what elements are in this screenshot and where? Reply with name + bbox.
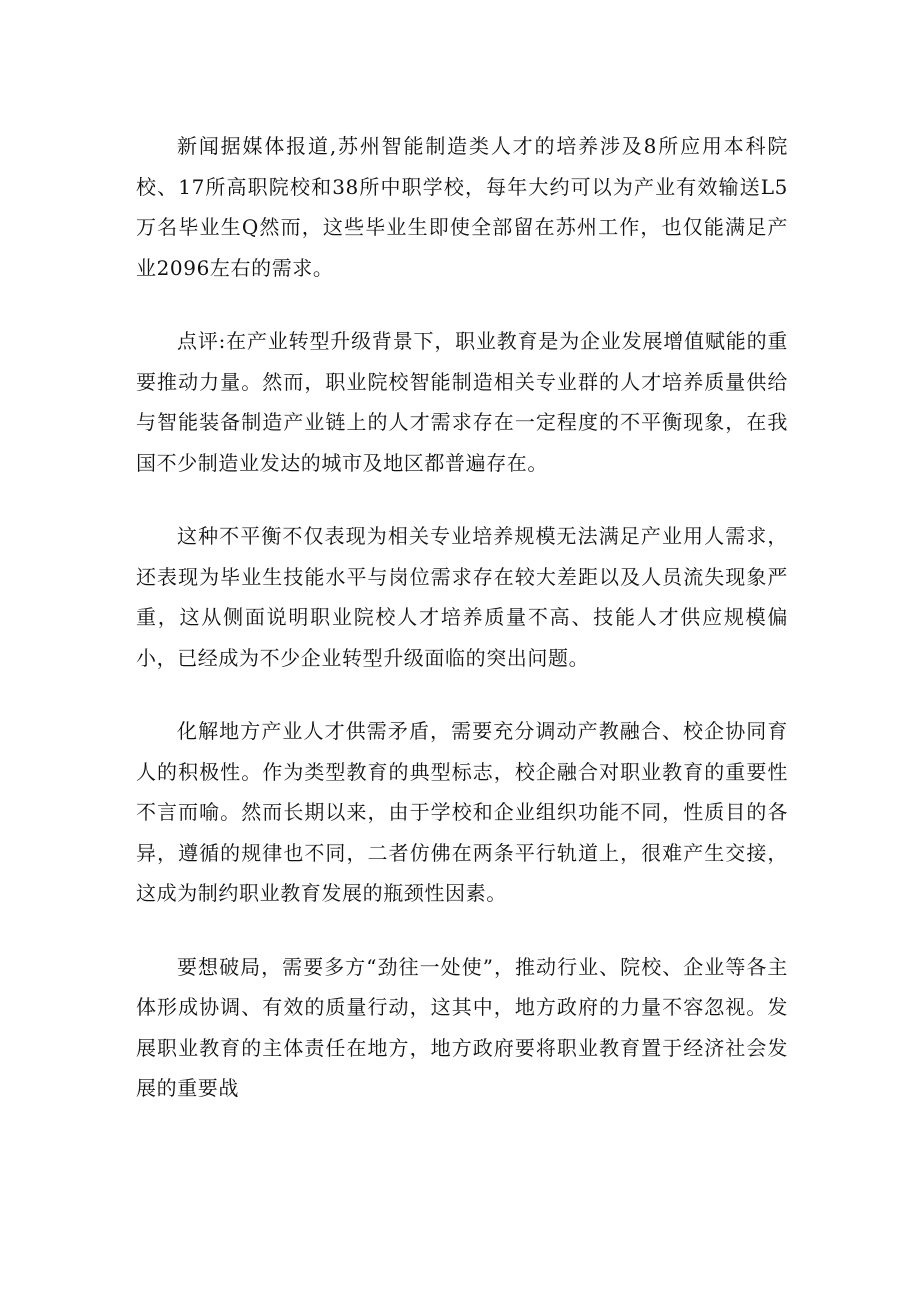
- paragraph-news-report: 新闻据媒体报道,苏州智能制造类人才的培养涉及8所应用本科院校、17所高职院校和38所中职学校，每年大约可以为产业有效输送L5万名毕业生Q然而，这些毕业生即使全部留在苏州工作，也仅能满足产业2096左右的需求。: [136, 134, 788, 280]
- paragraph-imbalance: 这种不平衡不仅表现为相关专业培养规模无法满足产业用人需求，还表现为毕业生技能水平与岗位需求存在较大差距以及人员流失现象严重，这从侧面说明职业院校人才培养质量不高、技能人才供应规模偏小，已经成为不少企业转型升级面临的突出问题。: [136, 524, 788, 670]
- paragraph-commentary: 点评:在产业转型升级背景下，职业教育是为企业发展增值赋能的重要推动力量。然而，职业院校智能制造相关专业群的人才培养质量供给与智能装备制造产业链上的人才需求存在一定程度的不平衡现象，在我国不少制造业发达的城市及地区都普遍存在。: [136, 329, 788, 475]
- article-body: [136, 126, 788, 1142]
- paragraph-local-government-role: 要想破局，需要多方“劲往一处使”，推动行业、院校、企业等各主体形成协调、有效的质量行动，这其中，地方政府的力量不容忽视。发展职业教育的主体责任在地方，地方政府要将职业教育置于经济社会发展的重要战: [136, 954, 788, 1100]
- paragraph-school-enterprise-integration: 化解地方产业人才供需矛盾，需要充分调动产教融合、校企协同育人的积极性。作为类型教育的典型标志，校企融合对职业教育的重要性不言而喻。然而长期以来，由于学校和企业组织功能不同，性质目的各异，遵循的规律也不同，二者仿佛在两条平行轨道上，很难产生交接，这成为制约职业教育发展的瓶颈性因素。: [136, 719, 788, 905]
